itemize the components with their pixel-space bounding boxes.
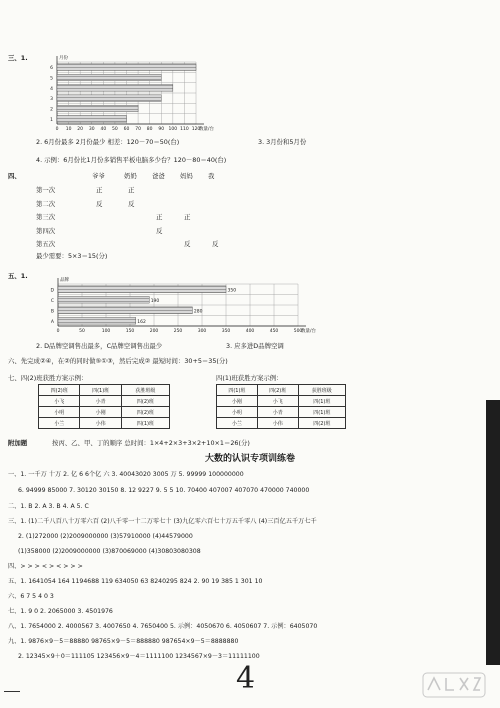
answer-line-8: 五、1. 1641054 164 1194688 119 634050 63 8240295 824 2. 90 19 385 1 301 10 xyxy=(8,578,263,585)
s4-answer-6: 最少需要：5×3＝15(分) xyxy=(36,252,108,260)
x-tick-label: 100 xyxy=(168,127,178,132)
x-tick-label: 50 xyxy=(79,329,85,334)
tally-header: 爸爸 xyxy=(152,172,165,180)
x-tick-label: 150 xyxy=(125,329,135,334)
answer-line-5: 2. (1)272000 (2)2009000000 (3)57910000 (4)44579000 xyxy=(18,533,193,540)
section-7-label: 七、四(2)班获胜方案示例： xyxy=(8,374,88,382)
tally-mark: 正 xyxy=(96,186,103,194)
table-row xyxy=(39,407,170,418)
y-tick-label: 4 xyxy=(50,86,53,92)
bar-B xyxy=(58,307,192,314)
table-cell: 四(1)班 xyxy=(298,396,345,407)
answer-line-7: 四、> > > < > < > > > xyxy=(8,563,83,570)
table-cell: 四(2)班 xyxy=(121,407,169,418)
section-7-label-b: 四(1)班获胜方案示例： xyxy=(216,374,283,382)
table-cell: 四(1)班 xyxy=(298,407,345,418)
y-tick-label: D xyxy=(50,288,54,294)
table-header: 获胜班级 xyxy=(298,385,345,396)
x-tick-label: 20 xyxy=(77,127,84,132)
x-tick-label: 400 xyxy=(245,329,255,334)
section-6-answer: 六、先完成②④，在②的同时做⑤①③，然后完成② 最短时间：30+5＝35(分) xyxy=(8,357,228,365)
data-label: 350 xyxy=(227,288,237,294)
y-axis-label: 月份 xyxy=(59,56,68,61)
table-cell: 小飞 xyxy=(257,396,298,407)
table-cell: 小兰 xyxy=(217,418,258,429)
page-edge-strip xyxy=(486,400,500,665)
x-tick-label: 60 xyxy=(123,127,130,132)
x-tick-label: 110 xyxy=(180,127,189,132)
tally-mark: 正 xyxy=(156,213,163,221)
y-tick-label: 5 xyxy=(50,76,53,82)
table-cell: 小青 xyxy=(257,407,298,418)
table-row xyxy=(39,396,170,407)
s3-answer-4: 4. 示例：6月份比1月份多销售平板电脑多少台？120－80＝40(台) xyxy=(36,156,227,164)
tally-row-label: 第一次 xyxy=(36,186,56,194)
x-tick-label: 80 xyxy=(146,127,153,132)
y-tick-label: 6 xyxy=(50,66,53,72)
tally-mark: 反 xyxy=(156,226,163,235)
watermark-logo-icon xyxy=(422,672,486,698)
s3-answer-2: 2. 6月份最多 2月份最少 相差：120－70＝50(台) xyxy=(36,138,180,146)
tally-row-label: 第四次 xyxy=(36,226,56,235)
table-cell: 小伟 xyxy=(257,418,298,429)
y-tick-label: 1 xyxy=(50,117,53,123)
section-4-label: 四、 xyxy=(8,172,21,180)
s5-answer-2: 2. D品牌空调售出最多，C品牌空调售出最少 xyxy=(36,342,163,350)
x-axis-label: 数量/台 xyxy=(301,329,317,334)
tally-mark: 正 xyxy=(184,213,191,221)
table-row xyxy=(217,407,346,418)
x-tick-label: 40 xyxy=(100,127,107,132)
bar-C xyxy=(58,296,149,303)
tally-mark: 反 xyxy=(128,199,135,208)
s3-answer-3: 3. 3月份和5月份 xyxy=(258,138,307,146)
table-cell: 四(2)班 xyxy=(298,418,345,429)
table-cell: 小伟 xyxy=(80,418,121,429)
tally-header: 爷爷 xyxy=(92,172,105,180)
tally-mark: 反 xyxy=(212,240,219,248)
tally-row-label: 第五次 xyxy=(36,240,56,248)
tally-mark: 反 xyxy=(96,199,103,208)
y-tick-label: B xyxy=(50,309,54,315)
x-tick-label: 70 xyxy=(135,127,141,132)
table-header: 四(2)班 xyxy=(257,385,298,396)
x-tick-label: 100 xyxy=(101,329,111,334)
extra-question-label: 附加题 xyxy=(8,439,28,447)
tally-header: 妈妈 xyxy=(180,172,193,180)
x-tick-label: 300 xyxy=(197,329,207,334)
y-tick-label: C xyxy=(50,298,54,304)
answer-line-10: 七、1. 9 0 2. 2065000 3. 4501976 xyxy=(8,608,113,615)
answer-line-9: 六、6 7 5 4 0 3 xyxy=(8,593,54,600)
x-tick-label: 50 xyxy=(112,127,118,132)
answer-line-2: 6. 94999 85000 7. 30120 30150 8. 12 9227 9. 5 5 10. 70400 407007 407070 470000 740000 xyxy=(18,487,310,494)
s5-answer-3: 3. 应多进D品牌空调 xyxy=(226,342,284,350)
x-tick-label: 0 xyxy=(56,329,60,334)
x-tick-label: 250 xyxy=(173,329,183,334)
x-axis-label: 数量/台 xyxy=(199,127,215,132)
table-cell: 小刚 xyxy=(217,396,258,407)
x-tick-label: 90 xyxy=(158,127,165,132)
table-row xyxy=(217,396,346,407)
bar-A xyxy=(58,317,136,324)
x-tick-label: 500 xyxy=(293,329,303,334)
answer-line-3: 二、1. B 2. A 3. B 4. A 5. C xyxy=(8,503,89,510)
x-tick-label: 350 xyxy=(221,329,231,334)
x-tick-label: 120 xyxy=(191,127,201,132)
table-cell: 小兰 xyxy=(39,418,80,429)
footer-rule xyxy=(4,691,20,692)
section-3-label: 三、1. xyxy=(8,54,28,62)
tally-header: 奶奶 xyxy=(124,172,137,180)
section-5-label: 五、1. xyxy=(8,272,28,280)
table-header: 获胜班级 xyxy=(121,385,169,396)
data-label: 280 xyxy=(193,309,203,315)
x-tick-label: 450 xyxy=(269,329,279,334)
y-tick-label: 2 xyxy=(50,107,53,113)
table-row xyxy=(217,418,346,429)
data-label: 190 xyxy=(150,298,160,304)
x-tick-label: 10 xyxy=(65,127,72,132)
answer-line-4: 三、1. (1)二千八百八十万零六百 (2)八千零一十二万零七十 (3)九亿零六百七十万五千零八 (4)三百亿五千万七千 xyxy=(8,518,317,525)
plan-table-class-4-1 xyxy=(216,384,346,429)
x-tick-label: 0 xyxy=(55,127,59,132)
plan-table-class-4-2 xyxy=(38,384,170,429)
answer-line-1: 一、1. 一千万 十万 2. 亿 6 6个亿 六 3. 40043020 3005 万 5. 99999 100000000 xyxy=(8,471,244,478)
table-cell: 四(1)班 xyxy=(121,418,169,429)
y-tick-label: 3 xyxy=(50,97,53,103)
table-cell: 小飞 xyxy=(39,396,80,407)
section-2-title: 大数的认识专项训练卷 xyxy=(204,454,295,464)
x-tick-label: 30 xyxy=(88,127,95,132)
tally-mark: 反 xyxy=(184,240,191,248)
x-tick-label: 200 xyxy=(149,329,159,334)
table-header: 四(2)班 xyxy=(39,385,80,396)
table-cell: 小明 xyxy=(217,407,258,418)
page-number: 4 xyxy=(236,661,256,696)
tally-header: 我 xyxy=(208,172,215,180)
answer-line-11: 八、1. 7654000 2. 4000567 3. 4007650 4. 7650400 5. 示例：4050670 6. 4050607 7. 示例：6405070 xyxy=(8,623,318,630)
table-header: 四(1)班 xyxy=(217,385,258,396)
answer-line-13: 2. 12345×9＋0＝111105 123456×9－4＝1111100 1234567×9－3＝11111100 xyxy=(18,653,260,660)
y-axis-label: 品牌 xyxy=(60,278,69,283)
extra-question-answer: 按丙、乙、甲、丁的顺序 总时间：1×4+2×3+3×2+10×1＝26(分) xyxy=(52,439,250,447)
answer-line-12: 九、1. 9876×9－5＝88880 98765×9－5＝888880 987654×9－5＝8888880 xyxy=(8,638,239,645)
table-cell: 四(2)班 xyxy=(121,396,169,407)
y-tick-label: A xyxy=(50,319,54,325)
tally-row-label: 第二次 xyxy=(36,199,56,208)
tally-mark: 正 xyxy=(128,186,135,194)
table-cell: 小青 xyxy=(80,396,121,407)
table-cell: 小明 xyxy=(39,407,80,418)
table-cell: 小刚 xyxy=(80,407,121,418)
table-row xyxy=(39,418,170,429)
table-header: 四(1)班 xyxy=(80,385,121,396)
brand-sales-bar-chart xyxy=(0,0,500,340)
bar-D xyxy=(58,286,226,293)
tally-row-label: 第三次 xyxy=(36,213,56,221)
data-label: 162 xyxy=(137,319,146,325)
answer-line-6: (1)358000 (2)2009000000 (3)870069000 (4)30803080308 xyxy=(18,548,201,555)
